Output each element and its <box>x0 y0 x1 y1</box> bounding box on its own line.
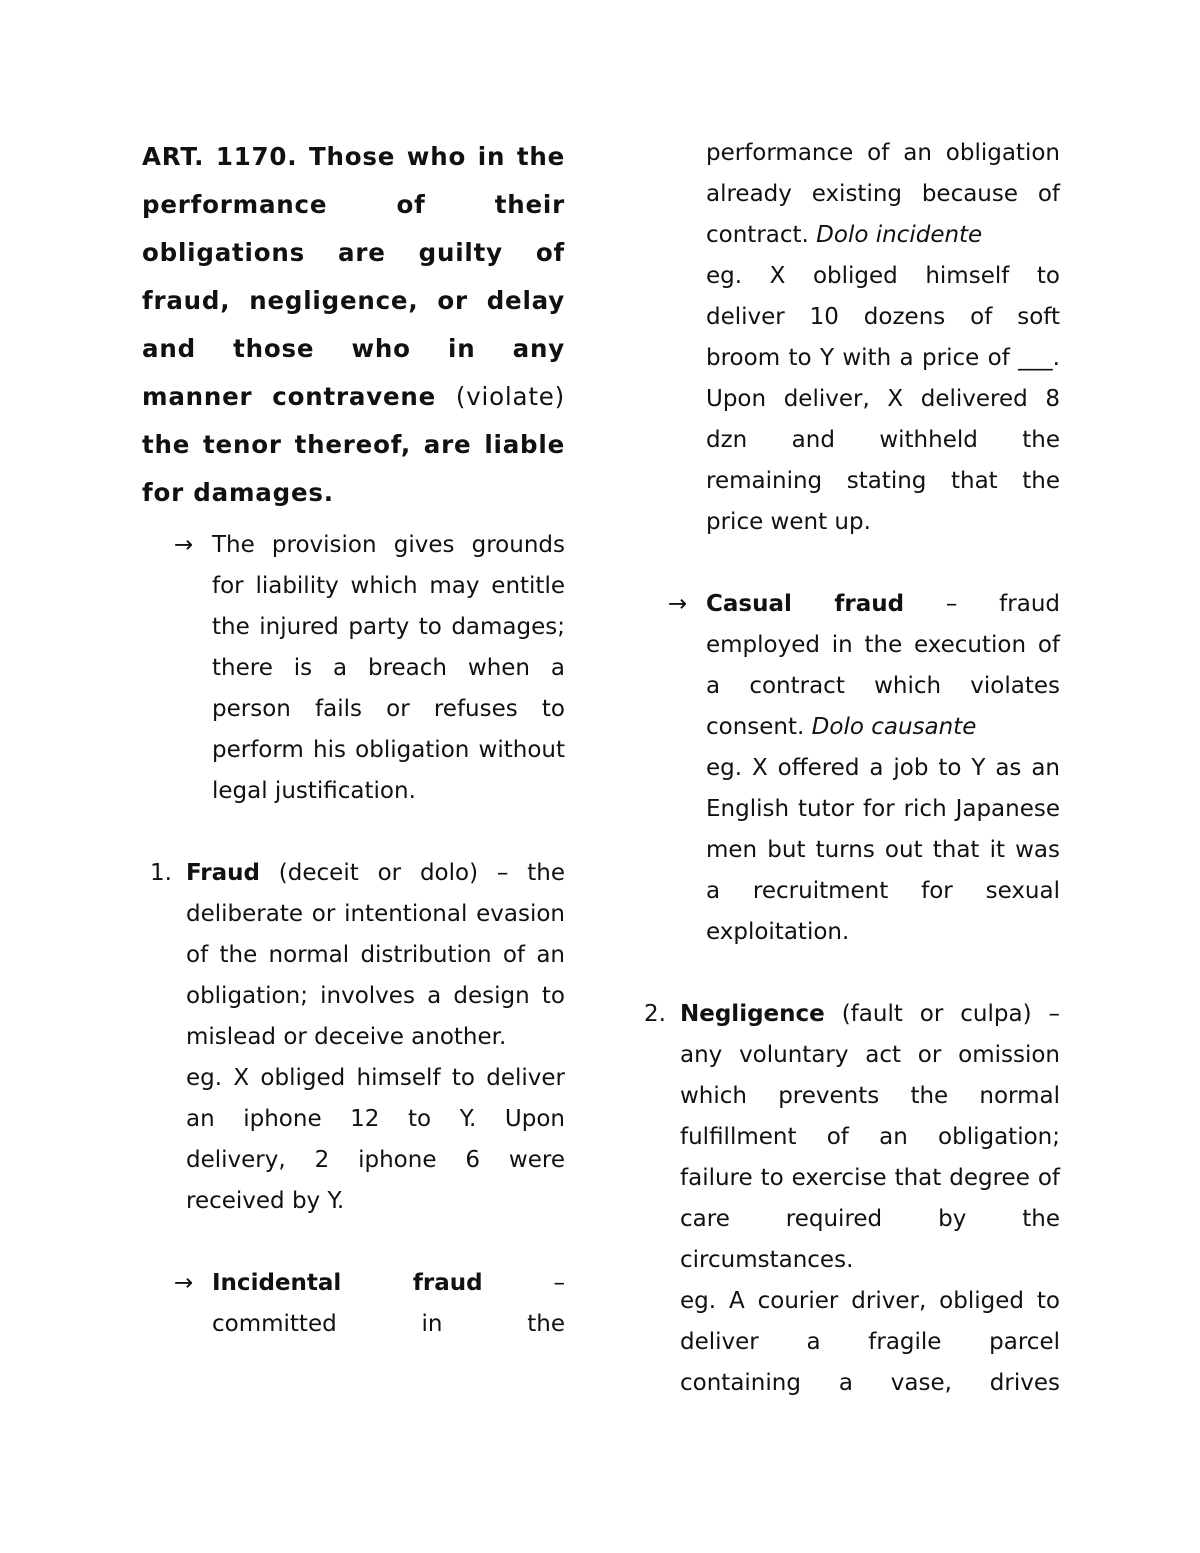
arrow-icon: → <box>668 591 688 617</box>
fraud-definition <box>186 853 565 1058</box>
article-heading-bold-2: the tenor thereof, are liable for damages. <box>142 430 565 507</box>
incidental-fraud-def-cont <box>706 133 1060 256</box>
fraud-example: eg. X obliged himself to deliver an iphone 12 to Y. Upon delivery, 2 iphone 6 were received by Y. <box>186 1065 565 1214</box>
fraud-term: Fraud <box>186 860 260 886</box>
casual-fraud-bullet <box>640 584 1060 953</box>
article-heading <box>142 133 565 517</box>
right-column <box>640 133 1060 1404</box>
negligence-def-text: (fault or culpa) – any voluntary act or omission which prevents the normal fulfillment of an obligation; failure to exercise that degree of care required by the circumstances. <box>680 1001 1060 1273</box>
incidental-fraud-bullet <box>142 1263 565 1345</box>
article-heading-normal: (violate) <box>455 382 565 411</box>
list-number: 1. <box>150 860 172 886</box>
casual-fraud-example: eg. X offered a job to Y as an English tutor for rich Japanese men but turns out that it was a recruitment for sexual exploitation. <box>706 755 1060 945</box>
incidental-latin: Dolo incidente <box>816 222 983 248</box>
list-number: 2. <box>644 1001 666 1027</box>
article-heading-bold-1: ART. 1170. Those who in the performance of their obligations are guilty of fraud, negligence, or delay and those who in any manner contravene <box>142 142 565 411</box>
casual-fraud-def-text: – fraud employed in the execution of a contract which violates consent. <box>706 591 1060 740</box>
negligence-example: eg. A courier driver, obliged to deliver a fragile parcel containing a vase, drives <box>680 1288 1060 1396</box>
list-item-fraud <box>142 853 565 1222</box>
list-item-negligence <box>640 994 1060 1404</box>
incidental-fraud-term: Incidental fraud <box>212 1270 483 1296</box>
negligence-term: Negligence <box>680 1001 825 1027</box>
casual-latin: Dolo causante <box>811 714 977 740</box>
incidental-def-text: performance of an obligation already existing because of contract. <box>706 140 1060 248</box>
incidental-fraud-definition <box>212 1263 565 1345</box>
casual-fraud-definition <box>706 584 1060 748</box>
negligence-definition <box>680 994 1060 1281</box>
incidental-fraud-example: eg. X obliged himself to deliver 10 dozens of soft broom to Y with a price of ___. Upon deliver, X delivered 8 dzn and withheld the remaining stating that the price went up. <box>706 263 1060 535</box>
arrow-icon: → <box>174 1270 194 1296</box>
arrow-icon: → <box>174 532 194 558</box>
left-column <box>142 133 565 1345</box>
provision-bullet <box>142 525 565 812</box>
casual-fraud-term: Casual fraud <box>706 591 905 617</box>
fraud-def-text: (deceit or dolo) – the deliberate or intentional evasion of the normal distribution of an obligation; involves a design to mislead or deceive another. <box>186 860 565 1050</box>
incidental-fraud-continued <box>640 133 1060 543</box>
incidental-fraud-def-start: – committed in the <box>212 1270 565 1337</box>
provision-text: The provision gives grounds for liability which may entitle the injured party to damages; there is a breach when a person fails or refuses to perform his obligation without legal justification. <box>212 532 565 804</box>
